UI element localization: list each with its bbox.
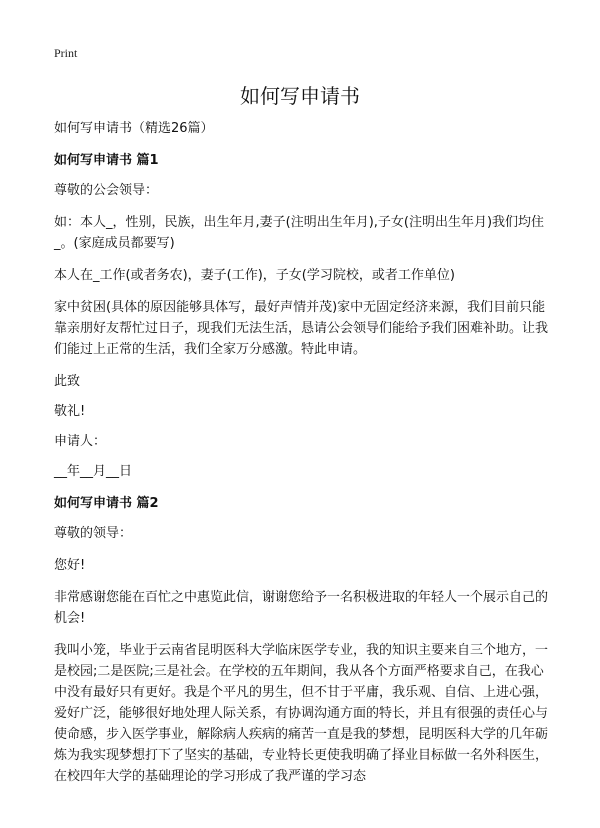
- page-title: 如何写申请书: [240, 84, 360, 108]
- section-1-paragraph-1: 如：本人_，性别，民族，出生年月,妻子(注明出生年月),子女(注明出生年月)我们均住_。(家庭成员都要写): [54, 215, 545, 251]
- section-1-closing-1: 此致: [54, 374, 81, 389]
- section-2-paragraph-2: 我叫小笼，毕业于云南省昆明医科大学临床医学专业，我的知识主要来自三个地方，一是校园;二是医院;三是社会。在学校的五年期间，我从各个方面严格要求自己，在我心中没有最好只有更好。我是个平凡的男生，但不甘于平庸，我乐观、自信、上进心强，爱好广泛，能够很好地处理人际关系，有协调沟通方面的特长，并且有很强的责任心与使命感，步入医学事业，解除病人疾病的痛苦一直是我的梦想，昆明医科大学的几年砺炼为我实现梦想打下了坚实的基础，专业特长更使我明确了择业目标做一名外科医生，在校四年大学的基础理论的学习形成了我严谨的学习态: [54, 643, 549, 784]
- section-1-paragraph-3: 家中贫困(具体的原因能够具体写，最好声情并茂)家中无固定经济来源，我们目前只能靠亲朋好友帮忙过日子，现我们无法生活，恳请公会领导们能给予我们困难补助。让我们能过上正常的生活，我们全家万分感激。特此申请。: [54, 300, 549, 357]
- section-1-paragraph-2: 本人在_工作(或者务农)，妻子(工作)，子女(学习院校，或者工作单位): [54, 268, 455, 283]
- section-2-greeting: 尊敬的领导：: [54, 526, 133, 541]
- section-1-date: __年__月__日: [54, 464, 133, 479]
- section-1-applicant: 申请人：: [54, 434, 107, 449]
- section-1-greeting: 尊敬的公会领导：: [54, 183, 159, 198]
- section-1-closing-2: 敬礼!: [54, 404, 86, 419]
- section-1-heading: 如何写申请书 篇1: [54, 153, 159, 168]
- subtitle: 如何写申请书（精选26篇）: [54, 121, 214, 136]
- section-2-hello: 您好!: [54, 558, 86, 573]
- print-label[interactable]: Print: [54, 46, 78, 60]
- section-2-paragraph-1: 非常感谢您能在百忙之中惠览此信，谢谢您给予一名积极进取的年轻人一个展示自己的机会!: [54, 590, 549, 626]
- document-body: [54, 118, 550, 798]
- section-2-heading: 如何写申请书 篇2: [54, 496, 159, 511]
